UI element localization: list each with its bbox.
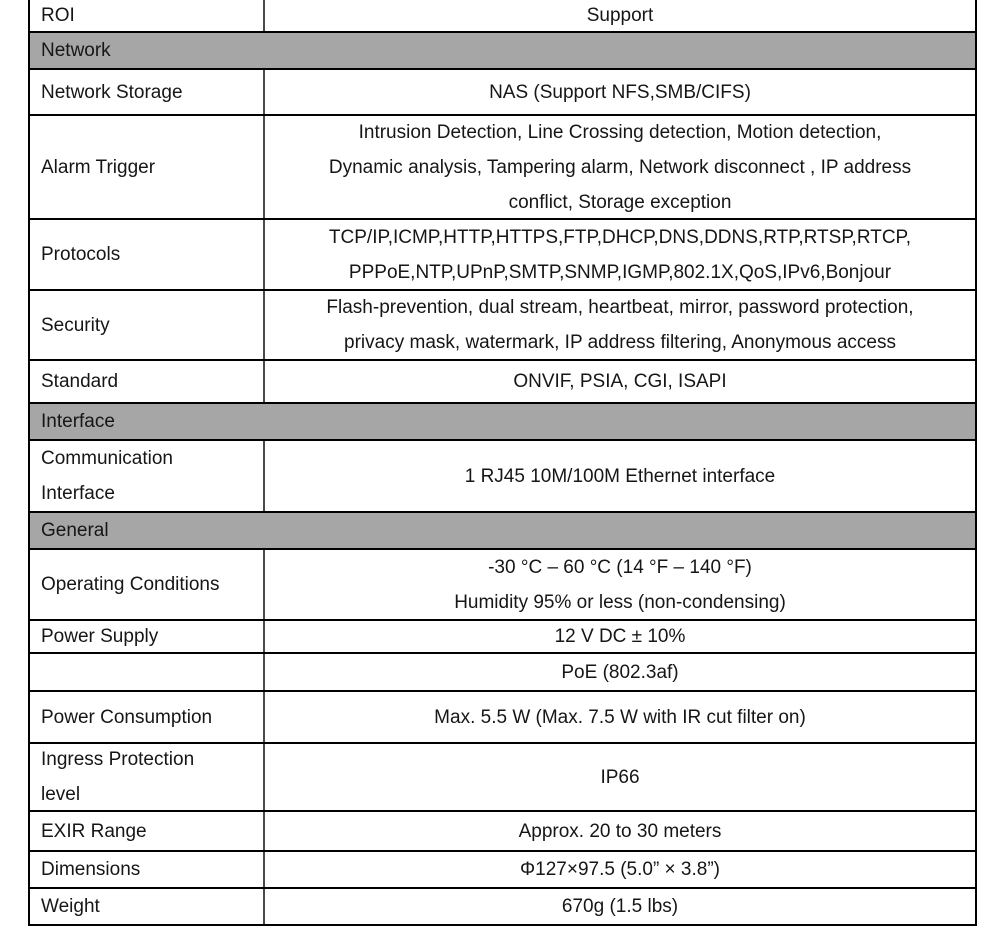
spec-value-line: Φ127×97.5 (5.0” × 3.8”): [519, 859, 720, 880]
table-row-protocols: [30, 220, 975, 291]
spec-value-line: Dynamic analysis, Tampering alarm, Network disconnect , IP address: [328, 156, 912, 178]
spec-value: [265, 621, 975, 652]
section-header-general: [30, 513, 975, 550]
spec-value: [265, 441, 975, 511]
spec-value: [265, 361, 975, 402]
table-row-roi: [30, 0, 975, 33]
spec-value: [265, 812, 975, 850]
spec-label: [30, 852, 265, 887]
spec-label-line: Standard: [41, 371, 119, 392]
spec-value: [265, 220, 975, 289]
spec-value: [265, 692, 975, 742]
table-row-poe: [30, 654, 975, 692]
table-row-alarm-trigger: [30, 116, 975, 220]
spec-label: [30, 441, 265, 511]
section-title: Interface: [41, 411, 115, 432]
spec-label-line: Alarm Trigger: [41, 156, 156, 178]
table-row-standard: [30, 361, 975, 404]
section-header-network: [30, 33, 975, 70]
spec-label-line: EXIR Range: [41, 820, 147, 842]
spec-label: [30, 361, 265, 402]
specification-table: [28, 0, 977, 926]
table-row-network-storage: [30, 70, 975, 116]
spec-label: [30, 550, 265, 619]
spec-label: [30, 812, 265, 850]
spec-label-line: level: [41, 784, 81, 805]
spec-value-line: Flash-prevention, dual stream, heartbeat, mirror, password protection,: [326, 297, 914, 318]
spec-label-line: Interface: [41, 483, 115, 504]
spec-value: [265, 889, 975, 924]
spec-label-line: Power Consumption: [41, 706, 213, 728]
spec-value-line: PPPoE,NTP,UPnP,SMTP,SNMP,IGMP,802.1X,QoS,IPv6,Bonjour: [348, 261, 892, 283]
spec-value: [265, 116, 975, 218]
spec-value: [265, 0, 975, 31]
spec-value-line: ONVIF, PSIA, CGI, ISAPI: [513, 371, 727, 392]
table-row-operating-conditions: [30, 550, 975, 621]
spec-label: [30, 621, 265, 652]
spec-label-line: Dimensions: [41, 859, 141, 880]
spec-value-line: IP66: [600, 766, 640, 788]
spec-label-line: ROI: [41, 5, 75, 26]
spec-value-line: 12 V DC ± 10%: [554, 626, 686, 647]
spec-label-empty: [30, 654, 265, 690]
spec-value: [265, 291, 975, 359]
spec-label: [30, 0, 265, 31]
spec-value-line: 670g (1.5 lbs): [561, 896, 679, 917]
spec-value-line: PoE (802.3af): [561, 661, 679, 683]
table-row-communication-interface: [30, 441, 975, 513]
section-title: General: [41, 520, 109, 541]
spec-value-line: -30 °C – 60 °C (14 °F – 140 °F): [488, 556, 752, 578]
spec-label: [30, 889, 265, 924]
table-row-security: [30, 291, 975, 361]
spec-value-line: TCP/IP,ICMP,HTTP,HTTPS,FTP,DHCP,DNS,DDNS,RTP,RTSP,RTCP,: [328, 226, 912, 248]
spec-value-line: NAS (Support NFS,SMB/CIFS): [489, 81, 751, 103]
spec-label-line: Protocols: [41, 244, 121, 265]
spec-label: [30, 291, 265, 359]
table-row-weight: [30, 889, 975, 924]
section-header-interface: [30, 404, 975, 441]
spec-value: [265, 550, 975, 619]
spec-label: [30, 70, 265, 114]
table-row-exir-range: [30, 812, 975, 852]
spec-value-line: privacy mask, watermark, IP address filtering, Anonymous access: [344, 332, 896, 353]
spec-label-line: Security: [41, 314, 110, 336]
spec-label-line: Weight: [41, 896, 100, 917]
spec-value-line: conflict, Storage exception: [508, 191, 732, 213]
spec-label-line: Ingress Protection: [41, 749, 195, 770]
table-row-power-supply: [30, 621, 975, 654]
table-row-dimensions: [30, 852, 975, 889]
spec-value-line: Support: [586, 5, 654, 26]
spec-value-line: 1 RJ45 10M/100M Ethernet interface: [464, 465, 776, 487]
section-title: Network: [41, 40, 111, 61]
spec-label-line: Network Storage: [41, 81, 183, 103]
table-row-power-consumption: [30, 692, 975, 744]
spec-label: [30, 116, 265, 218]
spec-value-line: Intrusion Detection, Line Crossing detection, Motion detection,: [358, 121, 882, 143]
spec-value: [265, 744, 975, 810]
spec-label: [30, 744, 265, 810]
spec-value-line: Humidity 95% or less (non-condensing): [454, 591, 786, 613]
spec-value: [265, 852, 975, 887]
spec-label: [30, 692, 265, 742]
spec-value-line: Max. 5.5 W (Max. 7.5 W with IR cut filter on): [434, 706, 806, 728]
spec-label-line: Operating Conditions: [41, 574, 220, 595]
spec-value: [265, 654, 975, 690]
spec-label-line: Communication: [41, 448, 173, 469]
spec-value: [265, 70, 975, 114]
spec-value-line: Approx. 20 to 30 meters: [518, 820, 722, 842]
spec-label-line: Power Supply: [41, 626, 159, 647]
spec-label: [30, 220, 265, 289]
table-row-ingress-protection: [30, 744, 975, 812]
